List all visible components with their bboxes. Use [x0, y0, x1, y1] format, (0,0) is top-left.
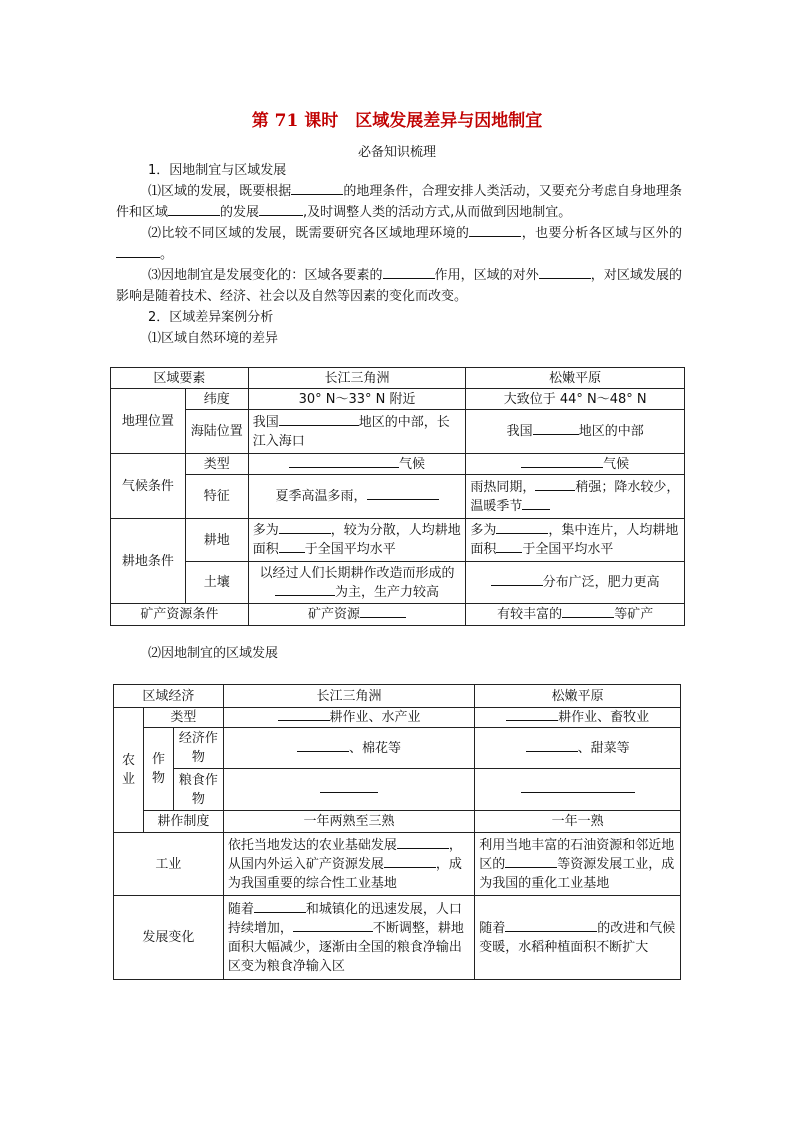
header-factor: 区域要素	[111, 368, 249, 389]
fill-blank[interactable]	[116, 245, 160, 258]
cell-cfeat-yangtze: 夏季高温多雨，	[248, 475, 466, 519]
fill-blank[interactable]	[526, 739, 578, 752]
cell-mineral-songnen: 有较丰富的 等矿产	[466, 604, 685, 626]
cell-ctype-songnen: 气候	[466, 454, 685, 475]
label-agriculture: 农业	[114, 708, 144, 833]
fill-blank[interactable]	[535, 478, 575, 491]
heading-1: 1．因地制宜与区域发展	[148, 163, 287, 178]
cell-cash-yangtze: 、棉花等	[223, 728, 474, 769]
fill-blank[interactable]	[360, 605, 406, 618]
cell-change-yangtze: 随着 和城镇化的迅速发展，人口持续增加， 不断调整，耕地面积大幅减少，逐渐由全国的粮食净输出区变为粮食净输入区	[223, 896, 474, 980]
cell-atype-songnen: 耕作业、畜牧业	[475, 708, 681, 728]
fill-blank[interactable]	[297, 739, 349, 752]
fill-blank[interactable]	[293, 919, 373, 932]
fill-blank[interactable]	[279, 540, 305, 553]
p2-text-c: 。	[160, 247, 174, 262]
fill-blank[interactable]	[320, 780, 378, 793]
p1-text-b: 的地理条件，合理安排人类活动，又要充分考虑自身地理条件和区域	[116, 184, 682, 220]
page-title: 第 71 课时 区域发展差异与因地制宜	[251, 111, 543, 131]
fill-blank[interactable]	[533, 422, 579, 435]
fill-blank[interactable]	[291, 182, 343, 195]
cell-sealand-yangtze: 我国 地区的中部，长江入海口	[248, 410, 466, 454]
fill-blank[interactable]	[562, 605, 614, 618]
fill-blank[interactable]	[521, 455, 603, 468]
natural-environment-table	[110, 367, 685, 626]
cell-change-songnen: 随着 的改进和气候变暖，水稻种植面积不断扩大	[475, 896, 681, 980]
label-latitude: 纬度	[185, 389, 248, 410]
header-economy: 区域经济	[114, 685, 224, 708]
p1-text-a: ⑴区域的发展，既要根据	[148, 184, 292, 199]
fill-blank[interactable]	[496, 521, 548, 534]
cell-grain-songnen	[475, 769, 681, 811]
cell-industry-yangtze: 依托当地发达的农业基础发展 ，从国内外运入矿产资源发展 ，成为我国重要的综合性工业基地	[223, 833, 474, 896]
header-songnen: 松嫩平原	[466, 368, 685, 389]
fill-blank[interactable]	[505, 855, 557, 868]
p2-text-b: ，也要分析各区域与区外的	[521, 226, 682, 241]
cell-mineral-yangtze: 矿产资源	[248, 604, 466, 626]
fill-blank[interactable]	[168, 203, 220, 216]
cell-cfeat-songnen: 雨热同期， 稍强；降水较少，温暖季节	[466, 475, 685, 519]
fill-blank[interactable]	[278, 708, 330, 721]
cell-industry-songnen: 利用当地丰富的石油资源和邻近地区的 等资源发展工业，成为我国的重化工业基地	[475, 833, 681, 896]
label-climate-feature: 特征	[185, 475, 248, 519]
p1-text-c: 的发展	[220, 205, 260, 220]
cell-atype-yangtze: 耕作业、水产业	[223, 708, 474, 728]
cell-soil-yangtze: 以经过人们长期耕作改造而形成的为主，生产力较高	[248, 562, 466, 604]
header-yangtze: 长江三角洲	[223, 685, 474, 708]
fill-blank[interactable]	[506, 708, 558, 721]
fill-blank[interactable]	[383, 266, 435, 279]
p3-text-c: ，对区域发展的影响是随着技术、经济、社会以及自然等因素的变化而改变。	[116, 268, 682, 304]
paragraph-1	[116, 181, 682, 223]
header-yangtze: 长江三角洲	[248, 368, 466, 389]
fill-blank[interactable]	[254, 900, 306, 913]
label-mineral: 矿产资源条件	[111, 604, 249, 626]
subheading-natural: ⑴区域自然环境的差异	[148, 331, 279, 346]
label-industry: 工业	[114, 833, 224, 896]
label-sea-land: 海陆位置	[185, 410, 248, 454]
paragraph-2	[116, 223, 682, 265]
fill-blank[interactable]	[491, 573, 543, 586]
p1-text-d: ,及时调整人类的活动方式,从而做到因地制宜。	[303, 205, 572, 220]
fill-blank[interactable]	[496, 540, 522, 553]
fill-blank[interactable]	[505, 919, 597, 932]
regional-development-table	[113, 684, 681, 980]
cell-grain-yangtze	[223, 769, 474, 811]
cell-system-songnen: 一年一熟	[475, 811, 681, 833]
cell-soil-songnen: 分布广泛，肥力更高	[466, 562, 685, 604]
label-grain-crops: 粮食作物	[173, 769, 223, 811]
label-agri-type: 类型	[143, 708, 223, 728]
label-cash-crops: 经济作物	[173, 728, 223, 769]
cell-arable-yangtze: 多为 ，较为分散，人均耕地面积 于全国平均水平	[248, 519, 466, 562]
header-songnen: 松嫩平原	[475, 685, 681, 708]
p2-text-a: ⑵比较不同区域的发展，既需要研究各区域地理环境的	[148, 226, 470, 241]
fill-blank[interactable]	[279, 521, 331, 534]
cell-system-yangtze: 一年两熟至三熟	[223, 811, 474, 833]
fill-blank[interactable]	[289, 455, 399, 468]
label-soil: 土壤	[185, 562, 248, 604]
label-farmland: 耕地条件	[111, 519, 186, 604]
paragraph-3	[116, 265, 682, 307]
p3-text-b: 作用，区域的对外	[434, 268, 539, 283]
section-subtitle: 必备知识梳理	[357, 145, 436, 160]
label-development-change: 发展变化	[114, 896, 224, 980]
fill-blank[interactable]	[384, 855, 436, 868]
label-climate-type: 类型	[185, 454, 248, 475]
fill-blank[interactable]	[397, 836, 449, 849]
label-crops: 作物	[143, 728, 173, 811]
cell-lat-yangtze: 30° N～33° N 附近	[248, 389, 466, 410]
fill-blank[interactable]	[275, 583, 335, 596]
fill-blank[interactable]	[522, 497, 550, 510]
fill-blank[interactable]	[279, 413, 359, 426]
subheading-development: ⑵因地制宜的区域发展	[148, 646, 279, 661]
cell-arable-songnen: 多为 ，集中连片，人均耕地面积 于全国平均水平	[466, 519, 685, 562]
label-climate: 气候条件	[111, 454, 186, 519]
fill-blank[interactable]	[469, 224, 521, 237]
cell-cash-songnen: 、甜菜等	[475, 728, 681, 769]
fill-blank[interactable]	[521, 780, 635, 793]
label-geo-location: 地理位置	[111, 389, 186, 454]
p3-text-a: ⑶因地制宜是发展变化的：区域各要素的	[148, 268, 383, 283]
heading-2: 2．区域差异案例分析	[148, 310, 274, 325]
fill-blank[interactable]	[367, 487, 439, 500]
label-farming-system: 耕作制度	[143, 811, 223, 833]
label-arable: 耕地	[185, 519, 248, 562]
fill-blank[interactable]	[539, 266, 591, 279]
cell-ctype-yangtze: 气候	[248, 454, 466, 475]
cell-lat-songnen: 大致位于 44° N～48° N	[466, 389, 685, 410]
fill-blank[interactable]	[259, 203, 303, 216]
cell-sealand-songnen: 我国 地区的中部	[466, 410, 685, 454]
